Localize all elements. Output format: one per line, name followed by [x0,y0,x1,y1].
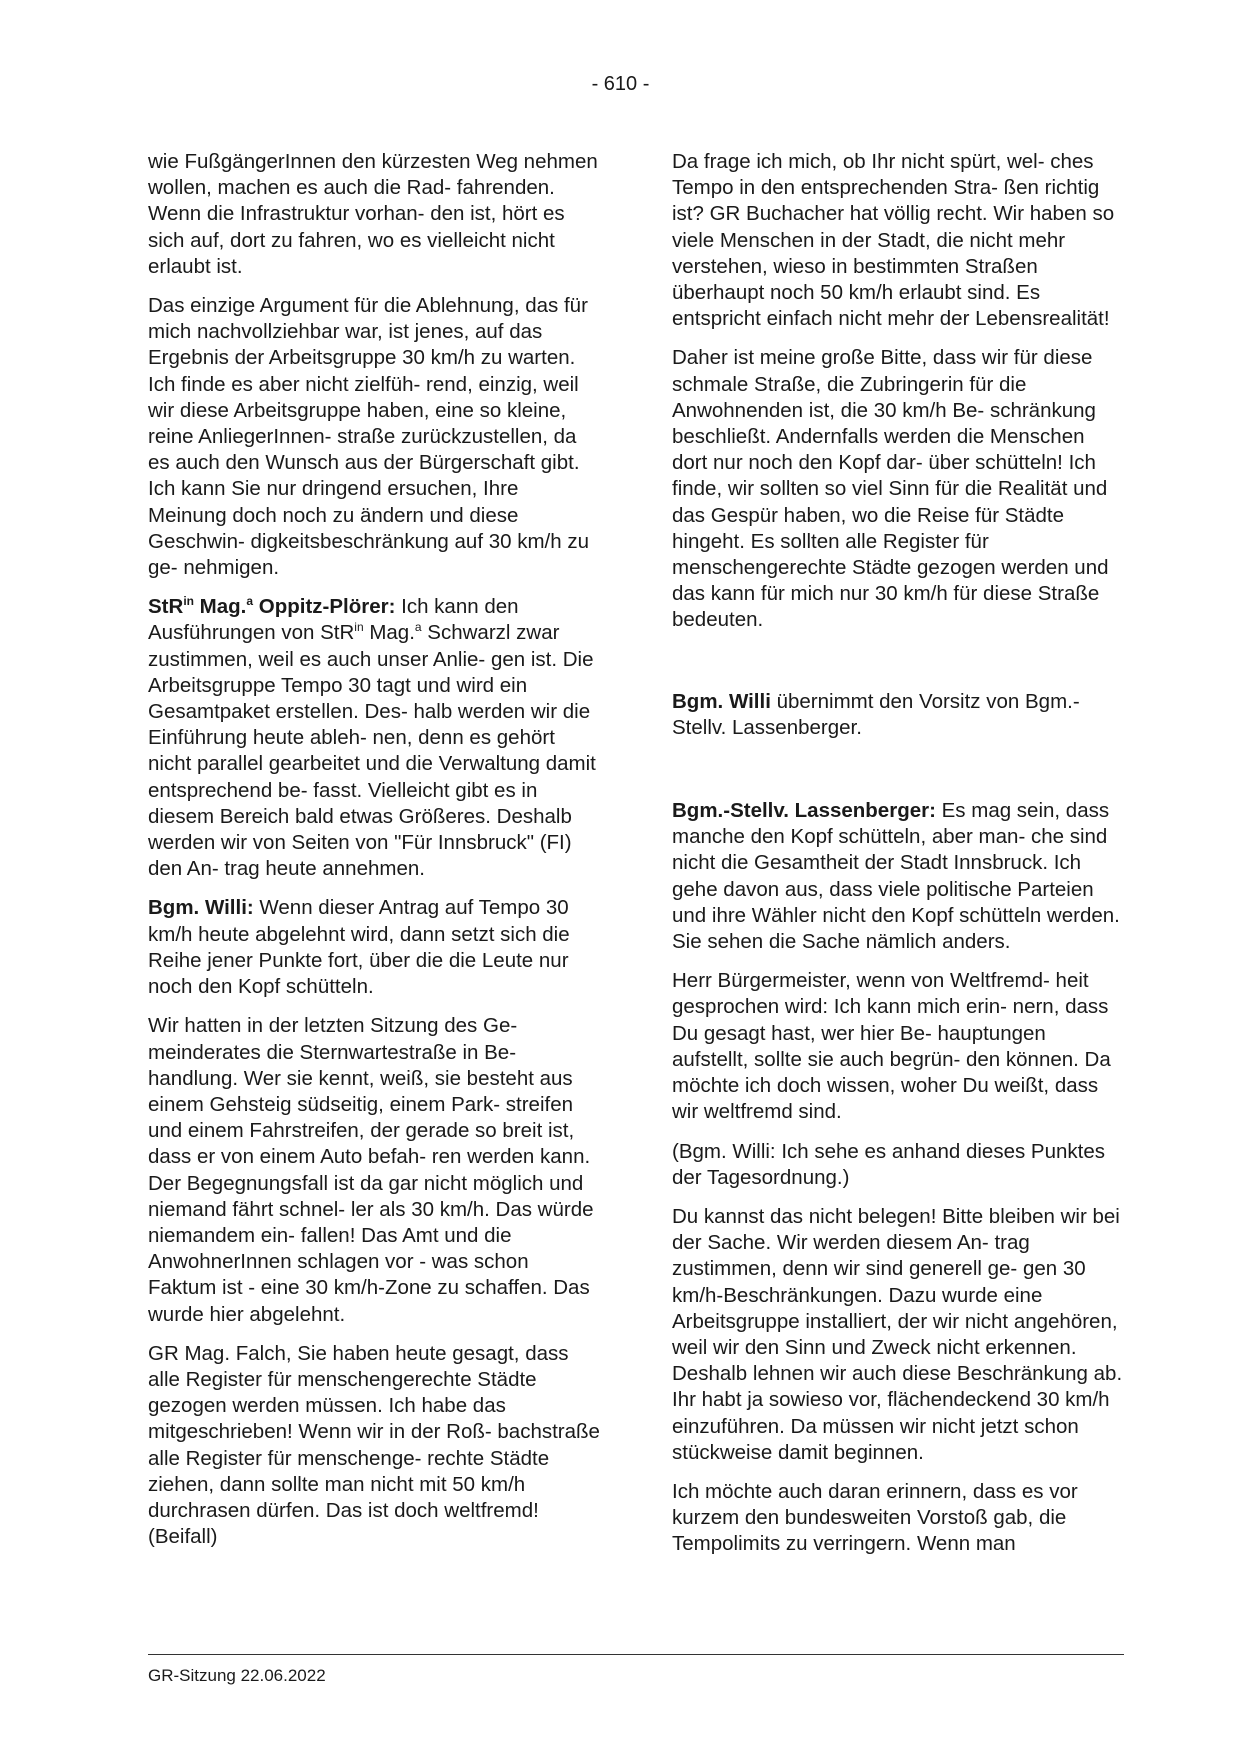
speaker-name: Bgm.-Stellv. Lassenberger: [672,799,936,823]
footer-session-date: GR-Sitzung 22.06.2022 [148,1666,326,1685]
speaker-name: StR$^{in}$ Mag.$^a$ Oppitz-Plörer: [148,594,396,619]
page-number: - 610 - [591,73,650,95]
paragraph: Da frage ich mich, ob Ihr nicht spürt, wel- ches Tempo in den entsprechenden Stra- ßen richtig ist? GR Buchacher hat völlig recht. Wir haben so viele Menschen in der Stadt, die nicht mehr verstehen, wieso in bestimmten Straßen überhaupt noch 50 km/h erlaubt sind. Es entspricht einfach nicht mehr der Lebensrealität! [672,150,1115,331]
right-column [672,149,1124,1571]
speaker-name: Bgm. Willi [672,689,771,713]
paragraph: Ich möchte auch daran erinnern, dass es vor kurzem den bundesweiten Vorstoß gab, die Tempolimits zu verringern. Wenn man [672,1479,1078,1556]
interjection: (Bgm. Willi: Ich sehe es anhand dieses Punktes der Tagesordnung.) [672,1139,1105,1189]
paragraph: Wir hatten in der letzten Sitzung des Ge- meinderates die Sternwartestraße in Be- handlung. Wer sie kennt, weiß, sie besteht aus einem Gehsteig südseitig, einem Park- streifen und einem Fahrstreifen, der gerade so breit ist, dass er von einem Auto befah- ren werden kann. Der Begegnungsfall ist da gar nicht möglich und niemand fährt schnel- ler als 30 km/h. Das würde niemandem ein- fallen! Das Amt und die AnwohnerInnen schlagen vor - was schon Faktum ist - eine 30 km/h-Zone zu schaffen. Das wurde hier abgelehnt. [148,1014,594,1326]
paragraph: Bgm. Willi: Wenn dieser Antrag auf Tempo 30 km/h heute abgelehnt wird, dann setzt sich die Reihe jener Punkte fort, über die die Leute nur noch den Kopf schütteln. [148,896,570,999]
speaker-name: Bgm. Willi: [148,896,254,920]
paragraph: GR Mag. Falch, Sie haben heute gesagt, dass alle Register für menschengerechte Städte gezogen werden müssen. Ich habe das mitgeschrieben! Wenn wir in der Roß- bachstraße alle Register für menschenge- rechte Städte ziehen, dann sollte man nicht mit 50 km/h durchrasen dürfen. Das ist doch weltfremd! (Beifall) [148,1341,600,1549]
paragraph: Du kannst das nicht belegen! Bitte bleiben wir bei der Sache. Wir werden diesem An- trag zustimmen, denn wir sind generell ge- gen 30 km/h-Beschränkungen. Dazu wurde eine Arbeitsgruppe installiert, der wir nicht angehören, weil wir den Sinn und Zweck nicht erkennen. Deshalb lehnen wir auch diese Beschränkung ab. Ihr habt ja sowieso vor, flächendeckend 30 km/h einzuführen. Da müssen wir nicht jetzt schon stückweise damit beginnen. [672,1204,1123,1464]
footer-divider [148,1654,1124,1655]
paragraph: wie FußgängerInnen den kürzesten Weg nehmen wollen, machen es auch die Rad- fahrenden. Wenn die Infrastruktur vorhan- den ist, hört es sich auf, dort zu fahren, wo es vielleicht nicht erlaubt ist. [148,150,598,278]
paragraph: Daher ist meine große Bitte, dass wir für diese schmale Straße, die Zubringerin für die Anwohnenden ist, die 30 km/h Be- schränkung beschließt. Andernfalls werden die Menschen dort nur noch den Kopf dar- über schütteln! Ich finde, wir sollten so viel Sinn für die Realität und das Gespür haben, wo die Reise für Städte hingeht. Es sollten alle Register für menschengerechte Städte gezogen werden und das kann für mich nur 30 km/h für diese Straße bedeuten. [672,346,1109,632]
paragraph: StR$^{in}$ Mag.$^a$ Oppitz-Plörer: Ich kann den Ausführungen von StR$^{in}$ Mag.$^a$ Schwarzl zwar zustimmen, weil es auch unser Anlie- gen ist. Die Arbeitsgruppe Tempo 30 tagt und wird ein Gesamtpaket erstellen. Des- halb werden wir die Einführung heute ableh- nen, denn es gehört nicht parallel gearbeitet und die Verwaltung damit entsprechend be- fasst. Vielleicht gibt es in diesem Bereich bald etwas Größeres. Deshalb werden wir von Seiten von "Für Innsbruck" (FI) den An- trag heute annehmen. [148,594,596,881]
paragraph: Bgm.-Stellv. Lassenberger: Es mag sein, dass manche den Kopf schütteln, aber man- che sind nicht die Gesamtheit der Stadt Innsbruck. Ich gehe davon aus, dass viele politische Parteien und ihre Wähler nicht den Kopf schütteln werden. Sie sehen die Sache nämlich anders. [672,799,1120,954]
paragraph: Das einzige Argument für die Ablehnung, das für mich nachvollziehbar war, ist jenes, auf das Ergebnis der Arbeitsgruppe 30 km/h zu warten. Ich finde es aber nicht zielfüh- rend, einzig, weil wir diese Arbeitsgruppe haben, eine so kleine, reine AnliegerInnen- straße zurückzustellen, da es auch den Wunsch aus der Bürgerschaft gibt. Ich kann Sie nur dringend ersuchen, Ihre Meinung doch noch zu ändern und diese Geschwin- digkeitsbeschränkung auf 30 km/h zu ge- nehmigen. [148,294,589,580]
left-column [148,149,600,1563]
chair-change-note: Bgm. Willi übernimmt den Vorsitz von Bgm.-Stellv. Lassenberger. [672,689,1080,739]
paragraph: Herr Bürgermeister, wenn von Weltfremd- heit gesprochen wird: Ich kann mich erin- nern, dass Du gesagt hast, wer hier Be- hauptungen aufstellt, sollte sie auch begrün- den können. Da möchte ich doch wissen, woher Du weißt, dass wir weltfremd sind. [672,969,1111,1124]
